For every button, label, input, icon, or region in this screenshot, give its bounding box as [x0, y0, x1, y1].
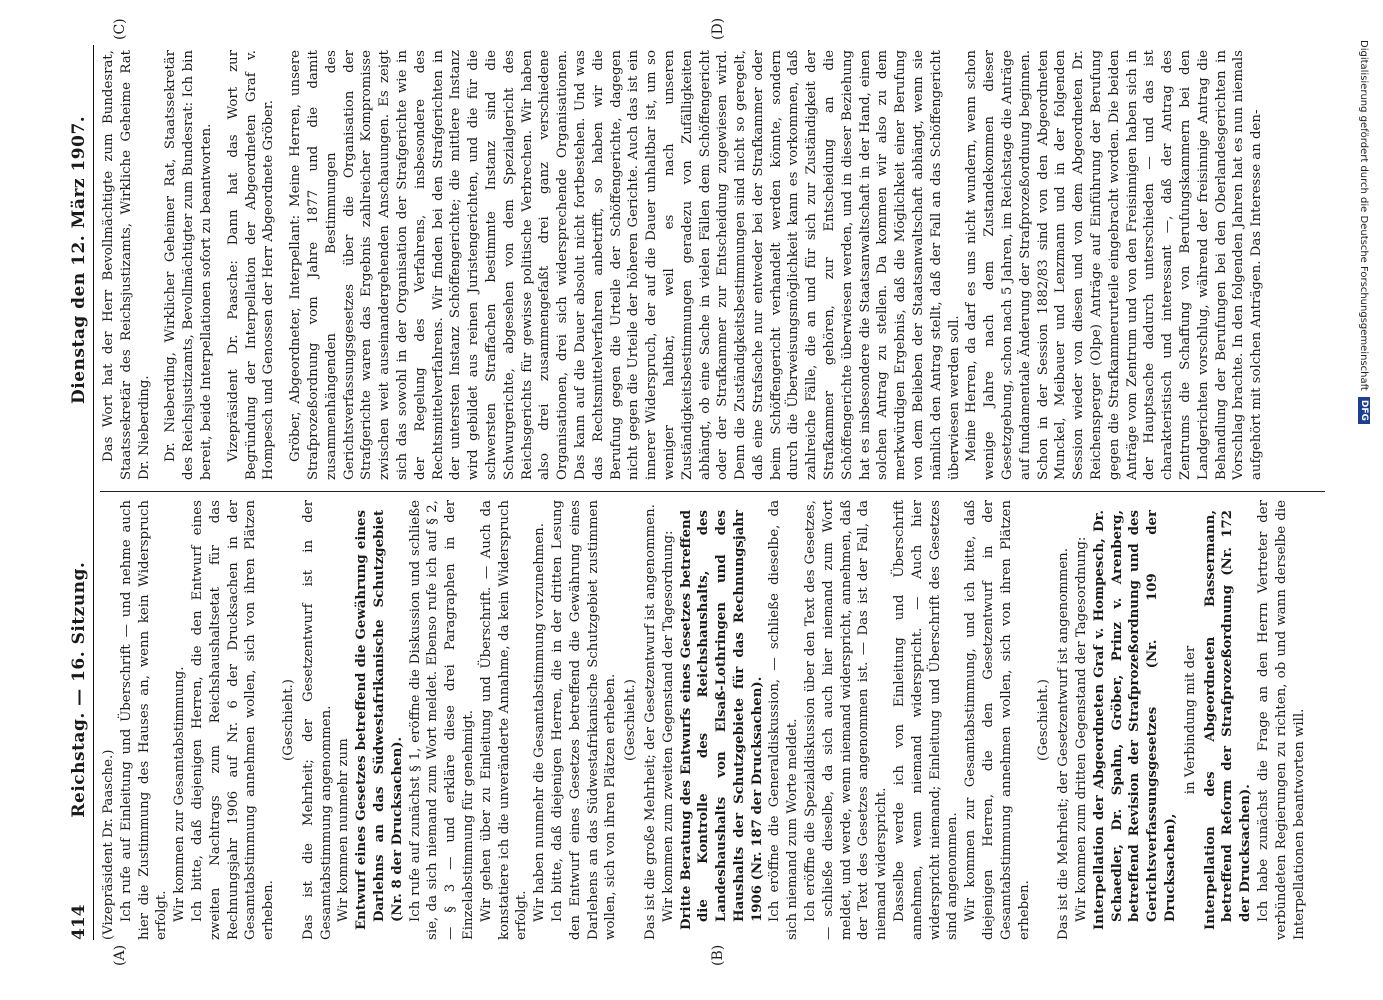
paragraph: Ich eröffne die Spezialdiskussion über den Text des Gesetzes, — schließe dieselbe, da sich auch hier niemand zum Wort meldet, und werde, wenn niemand widerspricht, annehmen, daß der Text des Gesetzes angenommen ist. — Das ist der Fall, da niemand widerspricht. [803, 500, 890, 940]
agenda-item-title: Dritte Beratung des Entwurfs eines Gesetzes betreffend die Kontrolle des Reichshaushalts, des Landeshaushalts von Elsaß-Lothringen und des Haushalts der Schutzgebiete für das Rechnungsjahr 1906 (Nr. 187 der Drucksachen). [678, 510, 765, 930]
margin-marker-a: (A) [112, 944, 128, 966]
speech-paragraph: Dr. Nieberding, Wirklicher Geheimer Rat, Staatssekretär des Reichsjustizamts, Bevollmächtigter zum Bundesrat: Ich bin bereit, beide Interpellationen sofort zu beantworten. [163, 50, 214, 480]
paragraph: Wir kommen zum zweiten Gegenstand der Tagesordnung: [660, 530, 676, 922]
header-right-title: Dienstag den 12. März 1907. [69, 115, 89, 404]
right-column [100, 50, 1330, 480]
paragraph: Ich rufe auf Einleitung und Überschrift — und nehme auch hier die Zustimmung des Hauses an, wenn kein Widerspruch erfolgt. [118, 500, 170, 940]
paragraph: Das ist die Mehrheit; der Gesetzentwurf ist in der Gesamtabstimmung angenommen. [300, 500, 334, 940]
paragraph: Ich eröffne die Generaldiskussion, — schließe dieselbe, da sich niemand zum Worte meldet. [767, 500, 801, 940]
paragraph: Wir kommen zur Gesamtabstimmung. [172, 666, 188, 922]
paragraph: Wir gehen über zu Einleitung und Überschrift. — Auch da konstatiere ich die unveränderte Annahme, da kein Widerspruch erfolgt. [478, 500, 530, 940]
stage-direction: (Geschieht.) [280, 679, 296, 761]
paragraph: Wir kommen zur Gesamtabstimmung, und ich bitte, daß diejenigen Herren, die den Gesetzentwurf in der Gesamtabstimmung annehmen wollen, sich von ihren Plätzen erheben. [963, 500, 1032, 940]
speech-paragraph: Vizepräsident Dr. Paasche: Dann hat das Wort zur Begründung der Interpellation der Abgeordneten Graf v. Hompesch und Genossen der Herr Abgeordnete Gröber. [225, 50, 277, 480]
paragraph: Wir kommen zum dritten Gegenstand der Tagesordnung: [1074, 536, 1090, 922]
left-column [100, 500, 1330, 940]
paragraph: Ich rufe auf zunächst § 1, eröffne die Diskussion und schließe sie, da sich niemand zum Wort meldet. Ebenso rufe ich auf § 2, — § 3 — und erkläre diese drei Paragraphen in der Einzelabstimmung für genehmigt. [407, 500, 476, 940]
agenda-item-title: Interpellation des Abgeordneten Bassermann, betreffend Reform der Strafprozeßordnung (Nr. 172 der Drucksachen). [1202, 510, 1254, 930]
speaker-note: (Vizepräsident Dr. Paasche.) [101, 749, 116, 940]
speech-paragraph: Meine Herren, da darf es uns nicht wundern, wenn schon wenige Jahre nach dem Zustandekommen dieser Gesetzgebung, schon nach 5 Jahren, im Reichstage die Anträge auf fundamentale Änderung der Strafprozeßordnung beginnen. Schon in der Session 1882/83 sind von den Abgeordneten Munckel, Meibauer und Lenzmann und in der folgenden Session wieder von diesen und von dem Abgeordneten Dr. Reichensperger (Olpe) Anträge auf Einführung der Berufung gegen die Strafkammerurteile eingebracht worden. Die beiden Anträge vom Zentrum und von den Freisinnigen haben sich in der Hauptsache dadurch unterschieden — und das ist charakteristisch und interessant —, daß der Antrag des Zentrums die Schaffung von Berufungskammern bei den Landgerichten vorschlug, während der freisinnige Antrag die Behandlung der Berufungen bei den Oberlandesgerichten in Vorschlag brachte. In den folgenden Jahren hat es nun niemals aufgehört mit solchen Anträgen. Das Interesse an den- [964, 50, 1265, 480]
paragraph: Das ist die große Mehrheit; der Gesetzentwurf ist angenommen. [642, 504, 658, 940]
agenda-item-title: Interpellation der Abgeordneten Graf v. Hompesch, Dr. Schaedler, Dr. Spahn, Gröber, Prinz v. Arenberg, betreffend Revision der Strafprozeßordnung und des Gerichtsverfassungsgesetzes (Nr. 109 der Drucksachen), [1091, 510, 1179, 930]
agenda-connector: in Verbindung mit der [1182, 645, 1198, 795]
dfg-logo-icon: DFG [1358, 397, 1370, 424]
page-number: 414 [69, 904, 89, 940]
paragraph: Ich bitte, daß diejenigen Herren, die den Entwurf eines zweiten Nachtrags zum Reichshaushaltsetat für das Rechnungsjahr 1906 auf Nr. 6 der Drucksachen in der Gesamtabstimmung annehmen wollen, sich von ihren Plätzen erheben. [189, 500, 277, 940]
margin-marker-c: (C) [112, 18, 128, 40]
header-left-title: Reichstag. — 16. Sitzung. [69, 561, 89, 818]
paragraph: Dasselbe werde ich von Einleitung und Überschrift annehmen, wenn niemand widerspricht. — Auch hier widerspricht niemand; Einleitung und Überschrift des Gesetzes sind angenommen. [892, 500, 961, 940]
column-divider [100, 491, 1325, 492]
stage-direction: (Geschieht.) [1036, 679, 1052, 761]
paragraph: Wir kommen nunmehr zum [336, 738, 352, 922]
paragraph: Ich habe zunächst die Frage an den Herrn Vertreter der verbündeten Regierungen zu richten, ob und wann derselbe die Interpellationen beantworten will. [1256, 500, 1307, 940]
paragraph: Ich bitte, daß diejenigen Herren, die in der dritten Lesung den Entwurf eines Gesetzes betreffend die Gewährung eines Darlehens an das Südwestafrikanische Schutzgebiet zustimmen wollen, sich von ihren Plätzen erheben. [549, 500, 619, 940]
page-header [64, 45, 94, 940]
paragraph: Wir haben nunmehr die Gesamtabstimmung vorzunehmen. [532, 523, 548, 922]
stage-direction: (Geschieht.) [623, 679, 639, 761]
speech-paragraph: Gröber, Abgeordneter, Interpellant: Meine Herren, unsere Strafprozeßordnung vom Jahre 1877 und die damit zusammenhängenden Bestimmungen des Gerichtsverfassungsgesetzes über die Organisation der Strafgerichte waren das Ergebnis zahlreicher Kompromisse zwischen weit auseinandergehenden Anschauungen. Es zeigt sich das sowohl in der Organisation der Strafgerichte wie in der Regelung des Verfahrens, insbesondere des Rechtsmittelverfahrens. Wir finden bei den Strafgerichten in der untersten Instanz Schöffengerichte; die mittlere Instanz wird gebildet aus reinen Juristengerichten, und die für die schwersten Straffachen bestimmte Instanz sind die Schwurgerichte, abgesehen von dem Spezialgericht des Reichsgerichts für gewisse politische Verbrechen. Wir haben also drei zusammengefaßt drei ganz verschiedene Organisationen, drei sich widersprechende Organisationen. Das kann auf die Dauer absolut nicht fortbestehen. Und was das Rechtsmittelverfahren anbetrifft, so haben wir die Berufung gegen die Urteile der Schöffengerichte, dagegen nicht gegen die Urteile der höheren Gerichte. Auch das ist ein innerer Widerspruch, der auf die Dauer unhaltbar ist, um so weniger haltbar, weil es nach unseren Zuständigkeitsbestimmungen geradezu von Zufälligkeiten abhängt, ob eine Sache in vielen Fällen dem Schöffengericht oder der Strafkammer zur Entscheidung zugewiesen wird. Denn die Zuständigkeitsbestimmungen sind nicht so geregelt, daß eine Strafsache nur entweder bei der Strafkammer oder beim Schöffengericht verhandelt werden könnte, sondern durch die Überweisungsmöglichkeit kann es vorkommen, daß zahlreiche Fälle, die an und für sich zur Zuständigkeit der Strafkammer gehören, zur Entscheidung an die Schöffengerichte überwiesen werden, und in dieser Beziehung hat es insbesondere die Staatsanwaltschaft in der Hand, einen solchen Antrag zu stellen. Da kommen wir also zu dem merkwürdigen Ergebnis, daß die Möglichkeit einer Berufung von dem Belieben der Staatsanwaltschaft abhängt, wenn sie nämlich den Antrag stellt, daß der Fall an das Schöffengericht überwiesen werden soll. [288, 50, 962, 480]
paragraph: Das Wort hat der Herr Bevollmächtigte zum Bundesrat, Staatssekretär des Reichsjustizamts, Wirkliche Geheime Rat Dr. Nieberding. [101, 50, 152, 480]
margin-marker-b: (B) [710, 944, 726, 966]
paragraph: Das ist die Mehrheit; der Gesetzentwurf ist angenommen. [1056, 548, 1072, 940]
digitization-credit [1358, 40, 1370, 424]
credit-text: Digitalisierung gefördert durch die Deutsche Forschungsgemeinschaft [1358, 40, 1370, 391]
agenda-item-title: Entwurf eines Gesetzes betreffend die Gewährung eines Darlehns an das Südwestafrikanische Schutzgebiet (Nr. 8 der Drucksachen). [354, 510, 405, 930]
margin-marker-d: (D) [710, 17, 726, 40]
